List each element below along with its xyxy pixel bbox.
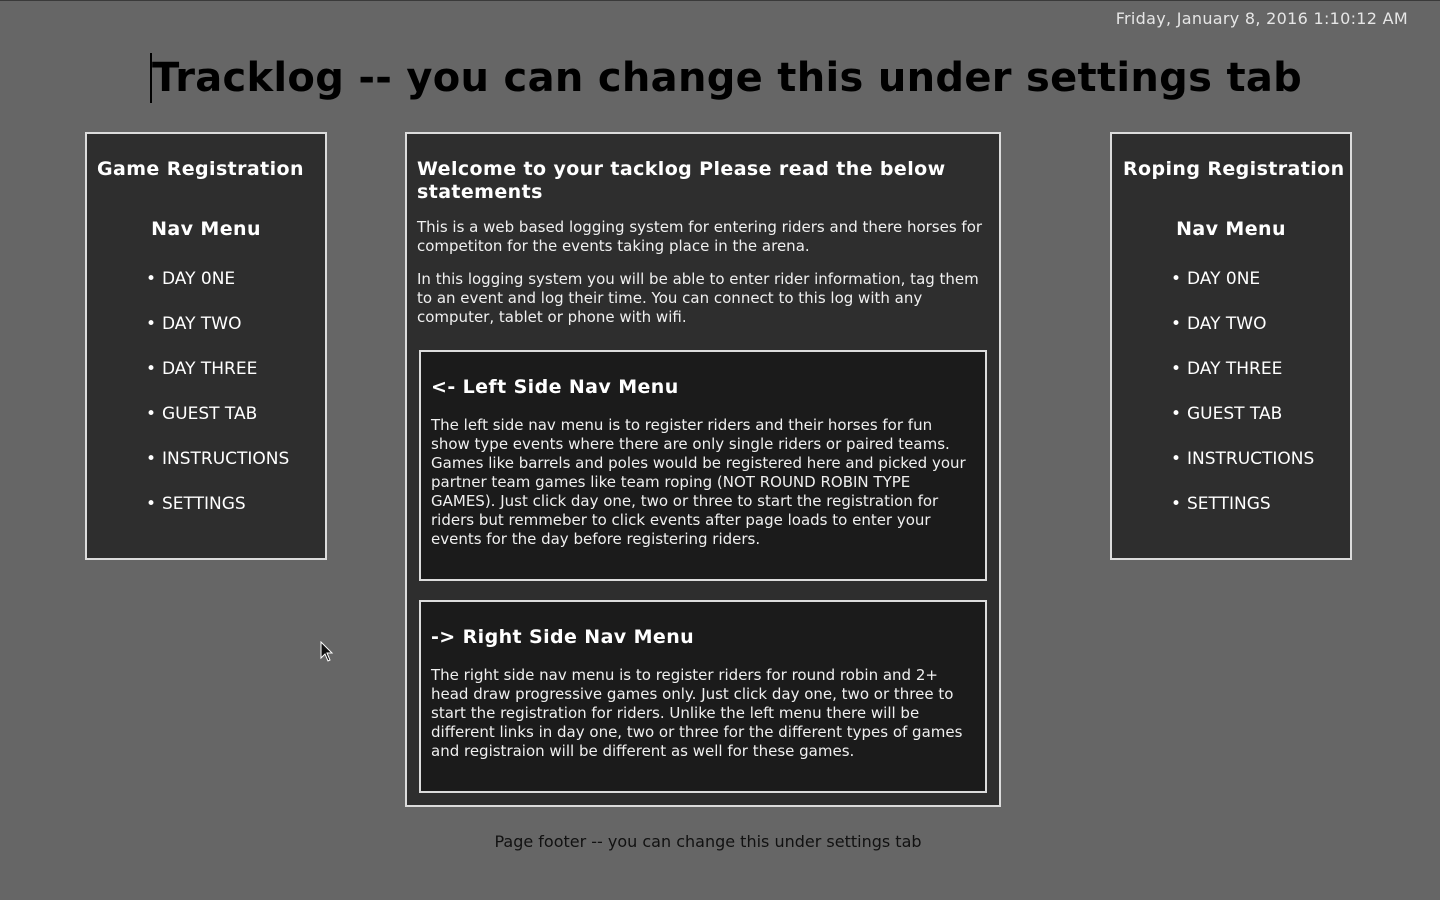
right-nav-subheading: Nav Menu	[1176, 218, 1286, 240]
right-nav-heading: Roping Registration	[1123, 158, 1345, 180]
intro-paragraph: In this logging system you will be able to enter rider information, tag them to an event and log their time. You can connect to this log with any computer, tablet or phone with wifi.	[417, 270, 979, 326]
nav-link-label[interactable]: DAY THREE	[1187, 359, 1283, 379]
intro-paragraph: This is a web based logging system for entering riders and there horses for competiton for the events taking place in the arena.	[417, 218, 983, 255]
clock: Friday, January 8, 2016 1:10:12 AM	[1115, 9, 1408, 28]
bullet-icon: •	[1171, 359, 1182, 379]
bullet-icon: •	[1171, 314, 1182, 334]
right-nav-panel	[1110, 132, 1352, 560]
nav-link-label[interactable]: DAY THREE	[162, 359, 258, 379]
right-nav-info-heading: -> Right Side Nav Menu	[431, 626, 695, 648]
page-title: Tracklog -- you can change this under settings tab	[152, 55, 1303, 101]
right-nav-item-day-one[interactable]	[1112, 270, 1350, 315]
bullet-icon: •	[146, 314, 157, 334]
left-nav-list	[87, 270, 325, 540]
left-nav-panel	[85, 132, 327, 560]
bullet-icon: •	[146, 269, 157, 289]
nav-link-label[interactable]: SETTINGS	[162, 494, 246, 514]
bullet-icon: •	[146, 404, 157, 424]
nav-link-label[interactable]: DAY 0NE	[1187, 269, 1261, 289]
nav-link-label[interactable]: DAY 0NE	[162, 269, 236, 289]
nav-link-label[interactable]: INSTRUCTIONS	[162, 449, 290, 469]
nav-link-label[interactable]: DAY TWO	[162, 314, 242, 334]
left-nav-info-box	[419, 350, 987, 581]
mouse-pointer-icon	[320, 641, 334, 663]
nav-link-label[interactable]: INSTRUCTIONS	[1187, 449, 1315, 469]
bullet-icon: •	[146, 494, 157, 514]
right-nav-item-settings[interactable]	[1112, 495, 1350, 540]
left-nav-item-instructions[interactable]	[87, 450, 325, 495]
page-footer: Page footer -- you can change this under settings tab	[494, 832, 922, 851]
left-nav-info-text: The left side nav menu is to register riders and their horses for fun show type events where there are only single riders or paired teams. Games like barrels and poles would be registered here and picked your partner team games like team roping (NOT ROUND ROBIN TYPE GAMES). Just click day one, two or three to start the registration for riders but remmeber to click events after page loads to enter your events for the day before registering riders.	[431, 416, 966, 548]
nav-link-label[interactable]: SETTINGS	[1187, 494, 1271, 514]
left-nav-item-guest-tab[interactable]	[87, 405, 325, 450]
bullet-icon: •	[1171, 269, 1182, 289]
right-nav-item-day-two[interactable]	[1112, 315, 1350, 360]
left-nav-item-day-two[interactable]	[87, 315, 325, 360]
welcome-heading: Welcome to your tacklog Please read the below statements	[417, 158, 946, 203]
right-nav-item-day-three[interactable]	[1112, 360, 1350, 405]
nav-link-label[interactable]: DAY TWO	[1187, 314, 1267, 334]
right-nav-info-box	[419, 600, 987, 793]
left-nav-heading: Game Registration	[97, 158, 304, 180]
nav-link-label[interactable]: GUEST TAB	[162, 404, 258, 424]
welcome-panel	[405, 132, 1001, 807]
left-nav-item-day-three[interactable]	[87, 360, 325, 405]
bullet-icon: •	[1171, 449, 1182, 469]
right-nav-item-guest-tab[interactable]	[1112, 405, 1350, 450]
left-nav-item-day-one[interactable]	[87, 270, 325, 315]
right-nav-item-instructions[interactable]	[1112, 450, 1350, 495]
right-nav-list	[1112, 270, 1350, 540]
bullet-icon: •	[146, 359, 157, 379]
bullet-icon: •	[146, 449, 157, 469]
right-nav-info-text: The right side nav menu is to register riders for round robin and 2+ head draw progressive games only. Just click day one, two or three to start the registration for riders. Unlike the left menu there will be different links in day one, two or three for the different types of games and registraion will be different as well for these games.	[431, 666, 963, 760]
nav-link-label[interactable]: GUEST TAB	[1187, 404, 1283, 424]
left-nav-item-settings[interactable]	[87, 495, 325, 540]
bullet-icon: •	[1171, 494, 1182, 514]
left-nav-subheading: Nav Menu	[151, 218, 261, 240]
left-nav-info-heading: <- Left Side Nav Menu	[431, 376, 679, 398]
bullet-icon: •	[1171, 404, 1182, 424]
